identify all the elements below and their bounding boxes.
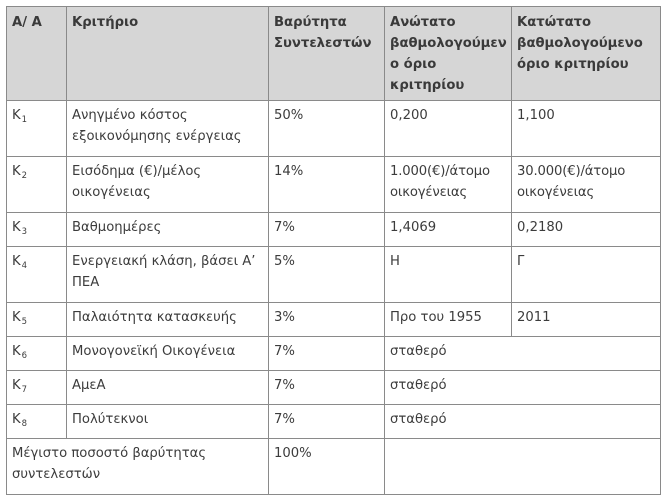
row-code [7,213,67,247]
table-row [7,371,661,405]
row-weight: 5% [269,247,385,303]
row-criterion: ΑμεΑ [67,371,269,405]
row-upper-limit: Η [385,247,512,303]
code-subscript: 7 [21,385,28,395]
table-row [7,157,661,213]
row-lower-limit: 0,2180 [512,213,661,247]
header-lower-limit: Κατώτατο βαθμολογούμενο όριο κριτηρίου [512,7,661,101]
row-code [7,157,67,213]
row-weight: 7% [269,213,385,247]
row-upper-limit: 1,4069 [385,213,512,247]
row-criterion: Παλαιότητα κατασκευής [67,303,269,337]
row-weight: 50% [269,101,385,157]
row-criterion: Βαθμοημέρες [67,213,269,247]
row-code [7,371,67,405]
row-weight: 3% [269,303,385,337]
code-letter: K [12,412,21,427]
row-code [7,303,67,337]
row-code [7,101,67,157]
table-row [7,101,661,157]
row-upper-limit: Προ του 1955 [385,303,512,337]
code-letter: K [12,220,21,235]
row-criterion: Μονογονεϊκή Οικογένεια [67,337,269,371]
row-fixed-value: σταθερό [385,337,661,371]
table-row [7,405,661,439]
row-upper-limit: 1.000(€)/άτομο οικογένειας [385,157,512,213]
code-subscript: 1 [21,115,28,125]
table-row [7,337,661,371]
table-row [7,247,661,303]
code-letter: K [12,108,21,123]
code-subscript: 3 [21,227,28,237]
code-letter: K [12,378,21,393]
row-weight: 7% [269,371,385,405]
row-lower-limit: 2011 [512,303,661,337]
code-subscript: 4 [21,261,28,271]
code-letter: K [12,164,21,179]
code-subscript: 5 [21,317,28,327]
row-fixed-value: σταθερό [385,405,661,439]
row-lower-limit: 30.000(€)/άτομο οικογένειας [512,157,661,213]
row-lower-limit: 1,100 [512,101,661,157]
code-letter: K [12,344,21,359]
row-criterion: Εισόδημα (€)/μέλος οικογένειας [67,157,269,213]
total-empty-cell [385,439,661,495]
row-upper-limit: 0,200 [385,101,512,157]
row-fixed-value: σταθερό [385,371,661,405]
code-subscript: 2 [21,171,28,181]
header-upper-limit: Ανώτατο βαθμολογούμεν ο όριο κριτηρίου [385,7,512,101]
header-row [7,7,661,101]
total-row [7,439,661,495]
row-code [7,405,67,439]
row-weight: 7% [269,405,385,439]
row-lower-limit: Γ [512,247,661,303]
code-letter: K [12,310,21,325]
table-row [7,303,661,337]
code-subscript: 8 [21,419,28,429]
table-row [7,213,661,247]
row-criterion: Ενεργειακή κλάση, βάσει Α’ ΠΕΑ [67,247,269,303]
row-code [7,337,67,371]
code-letter: K [12,254,21,269]
criteria-table [6,6,661,495]
header-criterion: Κριτήριο [67,7,269,101]
code-subscript: 6 [21,351,28,361]
header-weight: Βαρύτητα Συντελεστών [269,7,385,101]
header-index: Α/ Α [7,7,67,101]
row-weight: 14% [269,157,385,213]
row-code [7,247,67,303]
row-criterion: Πολύτεκνοι [67,405,269,439]
total-weight: 100% [269,439,385,495]
row-criterion: Ανηγμένο κόστος εξοικονόμησης ενέργειας [67,101,269,157]
total-label: Μέγιστο ποσοστό βαρύτητας συντελεστών [7,439,269,495]
row-weight: 7% [269,337,385,371]
